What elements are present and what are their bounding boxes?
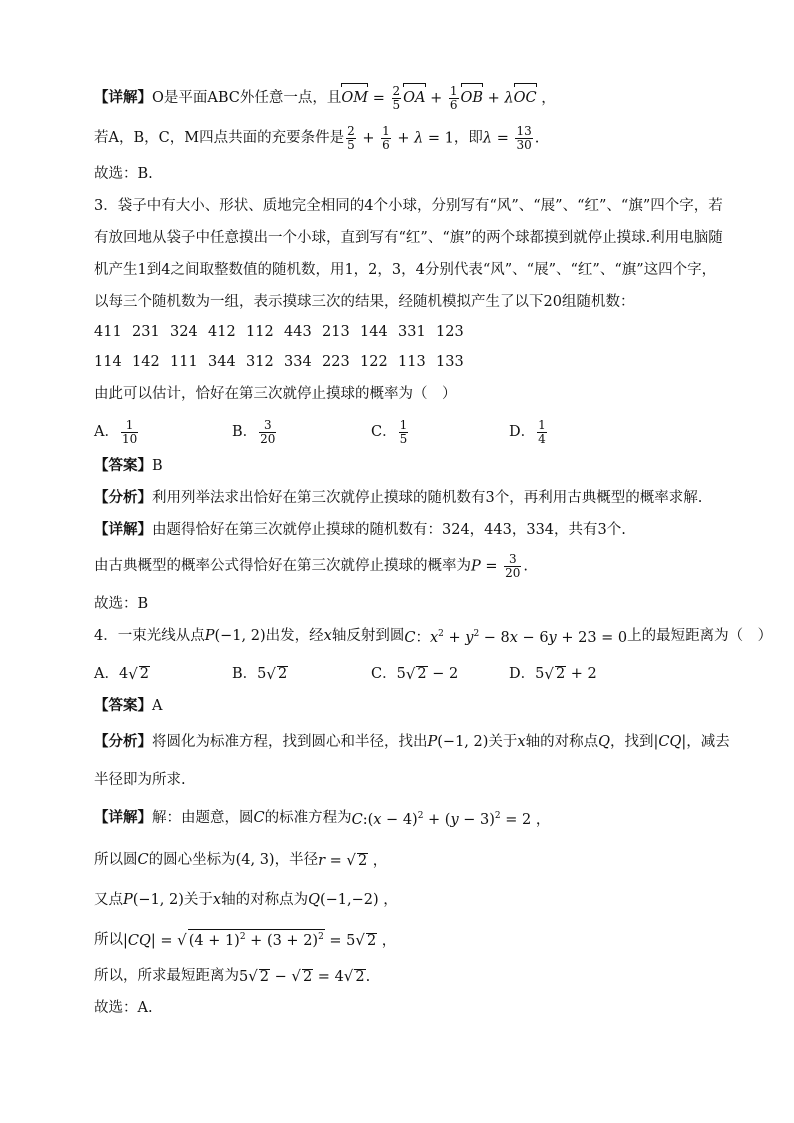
option-den: 10 — [121, 431, 138, 446]
random-number: 223 — [322, 354, 350, 370]
option-label: C． — [371, 424, 397, 440]
random-number: 231 — [132, 324, 160, 340]
random-number: 111 — [170, 354, 198, 370]
step2-text-c: 轴的对称点为 — [221, 892, 309, 908]
detail-line-1 — [94, 78, 556, 118]
step1-text-c: ，半径 — [274, 852, 319, 868]
vector-equation: OM = $\frac{2}{5}$ OA + $\frac{1}{6}$ OB + λOC ， — [341, 83, 556, 112]
circle-c: C — [253, 810, 265, 826]
q3-text-2: 有放回地从袋子中任意摸出一个小球，直到写有“红”、“旗”的两个球都摸到就停止摸球.利用电脑随 — [94, 230, 723, 246]
point-q: Q — [598, 734, 610, 750]
option-num: 3 — [263, 417, 272, 432]
option-label: A． — [94, 424, 119, 440]
q4-text-c: 轴反射到圆 — [331, 628, 405, 644]
detail-text-a: 解：由题意，圆 — [152, 810, 254, 826]
q3-option-b — [232, 419, 278, 446]
random-number: 344 — [208, 354, 236, 370]
point-p: P(−1, 2) — [204, 628, 266, 644]
coplanar-equation: $\frac{2}{5}$ + $\frac{1}{6}$ + λ = 1 — [347, 123, 454, 152]
q4-answer — [94, 686, 162, 726]
q3-text-3: 机产生1到4之间取整数值的随机数，用1，2，3，4分别代表“风”、“展”、“红”、“旗”这四个字， — [94, 262, 717, 278]
random-number: 324 — [170, 324, 198, 340]
step2-text-a: 又点 — [94, 892, 123, 908]
analysis-tag: 【分析】 — [94, 733, 152, 750]
q4-step-1 — [94, 840, 387, 880]
point-p: P(−1, 2) — [427, 734, 489, 750]
random-number: 443 — [284, 324, 312, 340]
q4-detail — [94, 798, 550, 838]
q4-option-c: C． 5 √ 2 − 2 — [371, 665, 459, 683]
answer-value: B — [152, 458, 163, 474]
center-coord: (4, 3) — [235, 852, 275, 868]
detail-tag: 【详解】 — [94, 521, 152, 538]
q4-analysis — [94, 722, 730, 762]
point-q-coord: Q(−1,−2) ， — [308, 892, 398, 908]
x-axis-symbol: x — [517, 734, 526, 750]
option-label: C． — [371, 666, 397, 682]
coplanar-text-2: ，即 — [453, 130, 483, 146]
x-axis-symbol: x — [212, 892, 222, 908]
analysis-text-b: 关于 — [488, 734, 518, 750]
random-number: 312 — [246, 354, 274, 370]
option-num: 1 — [399, 417, 408, 432]
analysis-text-c: 轴的对称点 — [525, 734, 599, 750]
lambda-result: λ = $\frac{13}{30}$ . — [482, 123, 540, 152]
q3-option-c — [371, 419, 410, 446]
option-den: 4 — [538, 431, 546, 446]
q4-step-2 — [94, 880, 398, 920]
q4-analysis-2 — [94, 760, 186, 800]
detail-line-2 — [94, 118, 539, 158]
analysis-text: 利用列举法求出恰好在第三次就停止摸球的随机数有3个，再利用古典概型的概率求解. — [152, 490, 703, 506]
q3-text-5: 由此可以估计，恰好在第三次就停止摸球的概率为（ ） — [94, 386, 457, 402]
q3-text-1: 3．袋子中有大小、形状、质地完全相同的4个小球，分别写有“风”、“展”、“红”、“旗”四个字，若 — [94, 198, 723, 214]
random-number: 412 — [208, 324, 236, 340]
q3-probability — [94, 546, 528, 586]
q4-step-3 — [94, 920, 396, 960]
radius-expr: r = √ 2 ， — [318, 850, 388, 869]
q3-option-d — [509, 419, 549, 446]
standard-equation: C:(x − $4)^2 + (y - 3)^2 = 2$ ， — [351, 811, 551, 828]
probability-formula: P = $\frac{3}{20}$ . — [471, 551, 529, 580]
step4-text: 所以，所求最短距离为 — [94, 968, 239, 984]
option-label: D． — [509, 424, 536, 440]
option-label: B． — [232, 424, 258, 440]
random-number: 114 — [94, 354, 122, 370]
q4-option-a: A． 4 √ 2 — [94, 665, 150, 683]
choose-text: 故选：A. — [94, 1000, 153, 1016]
random-number: 213 — [322, 324, 350, 340]
random-number: 123 — [436, 324, 464, 340]
option-den: 5 — [399, 431, 408, 446]
detail-text: 由题得恰好在第三次就停止摸球的随机数有：324，443，334，共有3个. — [152, 522, 626, 538]
analysis-text-d: ，找到 — [609, 734, 654, 750]
q4-text-d: 上的最短距离为（ ） — [627, 628, 773, 644]
choose-b-text: 故选：B. — [94, 166, 153, 182]
detail-tag: 【详解】 — [94, 809, 152, 826]
final-calc: 5√ 2 − √ 2 = 4√ 2. — [239, 966, 371, 985]
random-number: 113 — [398, 354, 426, 370]
x-axis-symbol: x — [323, 628, 332, 644]
q3-detail — [94, 510, 626, 550]
option-coef: 5 — [535, 666, 545, 682]
q4-option-d: D． 5 √ 2 + 2 — [509, 665, 597, 683]
option-coef: 5 — [257, 666, 267, 682]
step3-text: 所以 — [94, 932, 123, 948]
probability-text: 由古典概型的概率公式得恰好在第三次就停止摸球的概率为 — [94, 558, 471, 574]
cq-calc: |CQ| = √ $(4 + 1)^2 + (3 + 2)^2 = 5√$ 2 ， — [123, 930, 397, 949]
option-label: D． — [509, 666, 536, 682]
analysis-text-a: 将圆化为标准方程，找到圆心和半径，找出 — [152, 734, 428, 750]
q4-options — [94, 654, 714, 694]
q3-option-a — [94, 419, 140, 446]
option-label: A． — [94, 666, 119, 682]
answer-value: A — [152, 698, 163, 714]
choose-text: 故选：B — [94, 596, 149, 612]
step2-text-b: 关于 — [183, 892, 213, 908]
option-coef: 5 — [396, 666, 406, 682]
detail-text-b: 的标准方程为 — [264, 810, 352, 826]
coplanar-text: 若A，B，C，M四点共面的充要条件是 — [94, 130, 345, 146]
option-tail: + 2 — [566, 666, 597, 682]
random-number: 411 — [94, 324, 122, 340]
distance-cq: |CQ| — [653, 734, 687, 750]
random-number: 144 — [360, 324, 388, 340]
option-tail: − 2 — [427, 666, 459, 682]
random-number: 133 — [436, 354, 464, 370]
option-den: 20 — [260, 431, 276, 446]
detail-tag: 【详解】 — [94, 89, 152, 106]
random-number: 334 — [284, 354, 312, 370]
random-number: 122 — [360, 354, 388, 370]
option-num: 1 — [125, 417, 134, 432]
q4-text-b: 出发，经 — [265, 628, 324, 644]
analysis-text-e: ，减去 — [686, 734, 730, 750]
analysis-tag: 【分析】 — [94, 489, 152, 506]
step1-text-a: 所以圆 — [94, 852, 138, 868]
point-p: P(−1, 2) — [123, 892, 184, 908]
q4-text-a: 4．一束光线从点 — [94, 628, 205, 644]
answer-tag: 【答案】 — [94, 457, 152, 474]
random-number: 112 — [246, 324, 274, 340]
q3-stem-5 — [94, 374, 457, 414]
q4-option-b: B． 5 √ 2 — [232, 665, 288, 683]
detail-text: O是平面ABC外任意一点，且 — [152, 90, 342, 106]
analysis-text-2: 半径即为所求. — [94, 772, 186, 788]
circle-c: C — [137, 852, 149, 868]
q3-text-4: 以每三个随机数为一组，表示摸球三次的结果，经随机模拟产生了以下20组随机数： — [94, 294, 635, 310]
q3-options — [94, 412, 714, 452]
step1-text-b: 的圆心坐标为 — [148, 852, 236, 868]
option-coef: 4 — [118, 666, 129, 682]
q4-choose — [94, 988, 153, 1028]
random-number: 142 — [132, 354, 160, 370]
q4-stem — [94, 616, 772, 656]
random-number: 331 — [398, 324, 426, 340]
circle-equation: C：$x^2 + y^2 - 8x - 6y + 23 = 0$ — [404, 629, 628, 646]
answer-tag: 【答案】 — [94, 697, 152, 714]
option-label: B． — [232, 666, 258, 682]
option-num: 1 — [538, 417, 546, 432]
